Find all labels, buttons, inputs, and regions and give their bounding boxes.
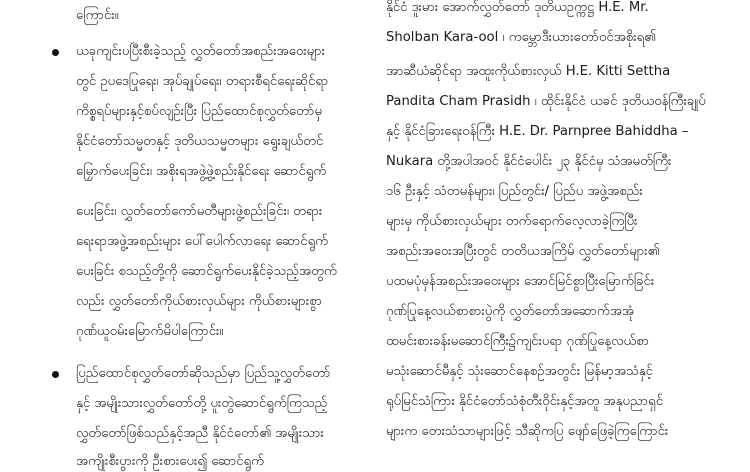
- body-line: ၁၆ ဦးနှင့် သံတမန်များ၊ ပြည်တွင်း/ ပြည်ပ အဖွဲ့အစည်း: [386, 184, 643, 199]
- body-line: ဂုဏ်ပြုနေ့လယ်စာစားပွဲကို လွှတ်တော်အဆောက်အအုံ: [386, 304, 635, 319]
- body-line: Sholban Kara-ool ၊ ကမ္ဘောဒီးယားတော်ဝင်အစိုးရ၏: [386, 30, 656, 45]
- bullet-1-line: ဂုဏ်ယူဝမ်းမြောက်မိပါကြောင်း။: [76, 324, 224, 339]
- bullet-2-line: ပြည်ထောင်စုလွှတ်တော်ဆိုသည်မှာ ပြည်သူ့လွှတ်တော်: [76, 366, 331, 381]
- bullet-1-line: ကိစ္စရပ်များနှင့်စပ်လျဉ်းပြီး ပြည်ထောင်စုလွှတ်တော်မှ: [76, 104, 322, 119]
- body-line: မသုံးဆောင်မီနှင့် သုံးဆောင်နေစဉ်အတွင်း မြန်မာ့အသံနှင့်: [386, 364, 653, 379]
- body-line: နိုင်ငံ ဒူးမား အောက်လွှတ်တော် ဒုတိယဥက္ကဋ္ဌ H.E. Mr.: [386, 0, 649, 15]
- bullet-1-line: ပေးခြင်း စသည့်တို့ကို ဆောင်ရွက်ပေးနိုင်ခဲ့သည့်အတွက်: [76, 264, 337, 279]
- bullet-1-line: မြှောက်ပေးခြင်း၊ အစိုးရအဖွဲ့ဖွဲ့စည်းနိုင်ရေး ဆောင်ရွက်: [76, 164, 327, 179]
- body-line: Nukara တို့အပါအဝင် နိုင်ငံပေါင်း ၂၃ နိုင်ငံမှ သံအမတ်ကြီး: [386, 154, 672, 169]
- bullet-1-line: ယခုကျင်းပပြီးစီးခဲ့သည့် လွှတ်တော်အစည်းအဝေးများ: [76, 44, 326, 59]
- bullet-1-line: ပေးခြင်း၊ လွှတ်တော်ကော်မတီများဖွဲ့စည်းခြင်း၊ တရား: [76, 204, 323, 219]
- bullet-2-line: အကျိုးစီးပွားကို ဦးစားပေး၍ ဆောင်ရွက်: [76, 454, 265, 469]
- bullet-1-line: ရေးရာအဖွဲ့အစည်းများ ပေါ်ပေါက်လာရေး ဆောင်ရွက်: [76, 234, 329, 249]
- body-line: ရုပ်မြင်သံကြား နိုင်ငံတော်သံစုံတီးဝိုင်းနှင့်အတူ အနုပညာရှင်: [386, 394, 664, 409]
- body-line: ထမင်းစားခန်းမဆောင်ကြီး၌ကျင်းပရာ ဂုဏ်ပြုနေ့လယ်စာ: [386, 334, 650, 349]
- bullet-2-line: လွှတ်တော်ဖြစ်သည်နှင့်အညီ နိုင်ငံတော်၏ အမျိုးသား: [76, 426, 324, 441]
- body-line: အာဆီယံဆိုင်ရာ အထူးကိုယ်စားလှယ် H.E. Kitti Settha: [386, 64, 671, 79]
- bullet-point-1: [52, 49, 59, 56]
- body-line: ပထမပုံမှန်အစည်းအဝေးများ အောင်မြင်စွာပြီးမြောက်ခြင်း: [386, 274, 655, 289]
- bullet-1-line: တွင် ဥပဒေပြုရေး၊ အုပ်ချုပ်ရေး၊ တရားစီရင်ရေးဆိုင်ရာ: [76, 74, 329, 89]
- body-line: အစည်းအဝေးအပြီးတွင် တတိယအကြိမ် လွှတ်တော်များ၏: [386, 244, 660, 259]
- bullet-1-line: နိုင်ငံတော်သမ္မတနှင့် ဒုတိယသမ္မတများ ရွေးချယ်တင်: [76, 134, 324, 149]
- body-line: Pandita Cham Prasidh ၊ ထိုင်းနိုင်ငံ ယခင် ဒုတိယဝန်ကြီးချုပ်: [386, 94, 706, 109]
- body-line: များက တေးသံသာများဖြင့် သီဆိုကပြ ဖျော်ဖြေခဲ့ကြကြောင်း: [386, 424, 669, 439]
- bullet-1-line: လည်း လွှတ်တော်ကိုယ်စားလှယ်များ ကိုယ်စားများစွာ: [76, 294, 323, 309]
- bullet-point-2: [52, 371, 59, 378]
- paragraph-tail-line: ကြောင်း။: [76, 8, 119, 23]
- bullet-2-line: နှင့် အမျိုးသားလွှတ်တော်တို့ ပူးတွဲဆောင်ရွက်ကြသည့်: [76, 396, 328, 411]
- body-line: များမှ ကိုယ်စားလှယ်များ တက်ရောက်လေ့လာခဲ့ကြပြီး: [386, 214, 638, 229]
- right-column: [386, 0, 726, 460]
- body-line: နှင့် နိုင်ငံခြားရေးဝန်ကြီး H.E. Dr. Parnpree Bahiddha –: [386, 124, 689, 139]
